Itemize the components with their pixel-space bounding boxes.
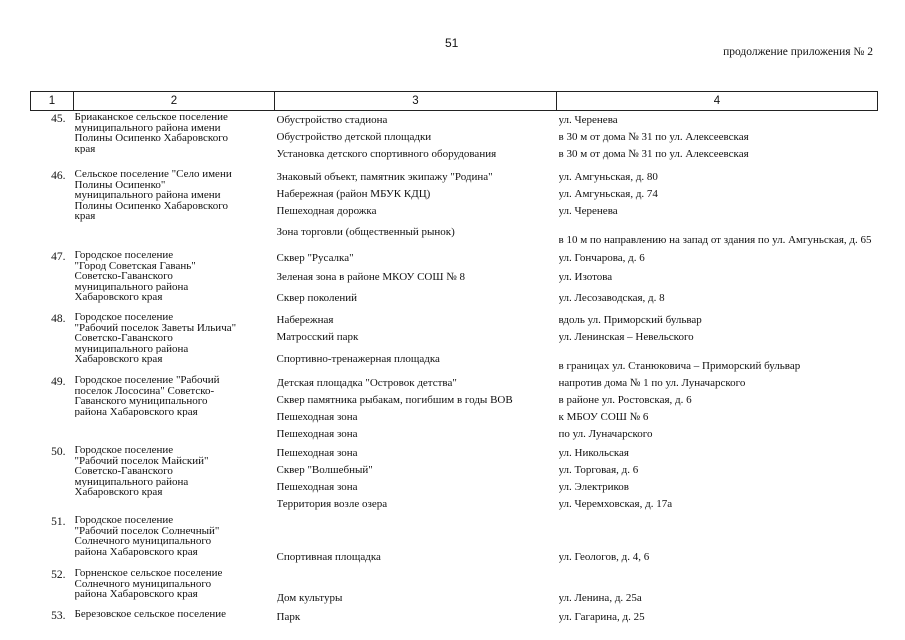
settlement-name-line: Сельское поселение "Село имени [74,169,232,180]
object-address: ул. Черенева [558,204,618,217]
object-address: в границах ул. Станюковича – Приморский бульвар [558,360,801,372]
settlement-name-line: района Хабаровского края [74,589,198,600]
object-address: ул. Гончарова, д. 6 [558,251,645,264]
settlement-name-line: Горненское сельское поселение [74,568,223,579]
object-name: Набережная [276,313,334,326]
address-cell [557,567,878,608]
settlement-name-line: Советско-Гаванского [74,333,173,344]
address-cell [557,168,878,249]
settlement-name-line: Хабаровского края [74,487,163,498]
object-name: Пешеходная зона [276,446,358,459]
settlement-name-line: края [74,143,96,154]
object-address: вдоль ул. Приморский бульвар [558,313,702,326]
object-name: Знаковый объект, памятник экипажу "Родина" [276,170,493,183]
table-row [31,374,878,444]
settlement-name-line: муниципального района [74,343,189,354]
header-cell-4: 4 [557,92,878,111]
settlement-name-line: Городское поселение [74,312,174,323]
table-row [31,111,878,169]
row-number: 51. [51,516,66,528]
object-name: Обустройство детской площадки [276,130,432,143]
object-cell [275,444,557,514]
settlement-name [74,111,275,169]
settlement-name-line: Полины Осипенко" [74,179,166,190]
object-cell [275,111,557,169]
row-number: 46. [51,170,66,182]
address-cell [557,111,878,169]
table-header-row [31,92,878,111]
object-address: ул. Ленина, д. 25а [558,592,642,604]
object-address: по ул. Луначарского [558,427,653,440]
object-address: ул. Гагарина, д. 25 [558,610,645,623]
settlement-name-line: "Рабочий поселок Майский" [74,455,209,466]
header-cell-3: 3 [275,92,557,111]
table-row [31,311,878,374]
settlement-name-line: Городское поселение [74,445,174,456]
settlement-name-line: Советско-Гаванского [74,271,173,282]
settlement-name-line: Березовское сельское поселение [74,609,226,620]
object-address: в 30 м от дома № 31 по ул. Алексеевская [558,147,749,160]
table-body [31,111,878,628]
object-name: Пешеходная зона [276,480,358,493]
object-name: Сквер "Волшебный" [276,463,373,476]
object-address: в районе ул. Ростовская, д. 6 [558,393,692,406]
table-row [31,514,878,567]
settlement-name [74,311,275,374]
object-name: Зеленая зона в районе МКОУ СОШ № 8 [276,270,465,283]
settlement-name [74,444,275,514]
settlement-name-line: района Хабаровского края [74,406,198,417]
settlement-name [74,567,275,608]
appendix-table [30,91,878,627]
continuation-note: продолжение приложения № 2 [723,46,873,58]
object-name: Сквер "Русалка" [276,251,354,264]
object-name: Спортивная площадка [276,551,381,563]
object-address: к МБОУ СОШ № 6 [558,410,649,423]
address-cell [557,608,878,627]
settlement-name-line: Солнечного муниципального [74,578,212,589]
object-cell [275,168,557,249]
object-address: ул. Лесозаводская, д. 8 [558,292,665,304]
settlement-name [74,374,275,444]
object-address: в 10 м по направлению на запад от здания по ул. Амгуньская, д. 65 [558,233,872,246]
table-row [31,608,878,627]
object-cell [275,567,557,608]
object-cell [275,514,557,567]
settlement-name-line: "Рабочий поселок Солнечный" [74,525,220,536]
settlement-name-line: края [74,211,96,222]
object-name: Матросский парк [276,331,359,343]
row-number: 52. [51,569,66,581]
object-name: Зона торговли (общественный рынок) [276,226,455,238]
row-number: 47. [51,251,66,263]
row-number: 53. [51,610,66,622]
object-address: ул. Амгуньская, д. 80 [558,170,658,183]
row-number: 48. [51,313,66,325]
object-name: Установка детского спортивного оборудования [276,147,497,160]
row-number: 45. [51,113,66,125]
object-name: Сквер памятника рыбакам, погибшим в годы ВОВ [276,393,513,406]
object-address: ул. Амгуньская, д. 74 [558,187,658,200]
settlement-name-line: Хабаровского края [74,354,163,365]
settlement-name-line: поселок Лососина" Советско- [74,385,215,396]
object-name: Детская площадка "Островок детства" [276,376,457,389]
object-cell [275,249,557,311]
settlement-name-line: муниципального района [74,476,189,487]
object-name: Территория возле озера [276,497,388,510]
address-cell [557,514,878,567]
settlement-name-line: Городское поселение [74,250,174,261]
address-cell [557,374,878,444]
settlement-name-line: Полины Осипенко Хабаровского [74,200,228,211]
address-cell [557,249,878,311]
object-cell [275,608,557,627]
object-address: в 30 м от дома № 31 по ул. Алексеевская [558,130,749,143]
settlement-name-line: Хабаровского края [74,292,163,303]
object-name: Сквер поколений [276,292,358,304]
row-number: 50. [51,446,66,458]
settlement-name-line: Полины Осипенко Хабаровского [74,133,228,144]
object-address: ул. Черемховская, д. 17а [558,497,673,510]
row-number: 49. [51,376,66,388]
settlement-name-line: муниципального района имени [74,122,221,133]
object-address: ул. Изотова [558,270,613,283]
table-row [31,567,878,608]
settlement-name-line: Городское поселение [74,515,174,526]
object-address: ул. Черенева [558,113,618,126]
address-cell [557,444,878,514]
object-cell [275,374,557,444]
object-address: напротив дома № 1 по ул. Луначарского [558,376,746,389]
settlement-name-line: Советско-Гаванского [74,466,173,477]
object-name: Обустройство стадиона [276,113,388,126]
address-cell [557,311,878,374]
object-address: ул. Геологов, д. 4, 6 [558,551,650,563]
object-name: Спортивно-тренажерная площадка [276,353,440,365]
page-number: 51 [445,36,459,50]
object-name: Дом культуры [276,592,343,604]
table-row [31,444,878,514]
table-row [31,249,878,311]
object-name: Пешеходная зона [276,427,358,440]
settlement-name [74,249,275,311]
object-name: Парк [276,610,301,623]
header-cell-1: 1 [31,92,74,111]
settlement-name [74,514,275,567]
object-cell [275,311,557,374]
object-address: ул. Электриков [558,480,630,493]
settlement-name [74,608,275,627]
settlement-name [74,168,275,249]
table-row [31,168,878,249]
object-address: ул. Никольская [558,446,629,459]
settlement-name-line: муниципального района имени [74,190,221,201]
object-address: ул. Ленинская – Невельского [558,331,694,343]
settlement-name-line: района Хабаровского края [74,546,198,557]
settlement-name-line: Гаванского муниципального [74,396,208,407]
settlement-name-line: муниципального района [74,281,189,292]
settlement-name-line: "Город Советская Гавань" [74,260,196,271]
settlement-name-line: Городское поселение "Рабочий [74,375,220,386]
object-address: ул. Торговая, д. 6 [558,463,639,476]
settlement-name-line: Солнечного муниципального [74,536,212,547]
settlement-name-line: "Рабочий поселок Заветы Ильича" [74,322,237,333]
object-name: Пешеходная зона [276,410,358,423]
object-name: Пешеходная дорожка [276,204,377,217]
object-name: Набережная (район МБУК КДЦ) [276,187,431,200]
settlement-name-line: Бриаканское сельское поселение [74,112,228,123]
header-cell-2: 2 [74,92,275,111]
